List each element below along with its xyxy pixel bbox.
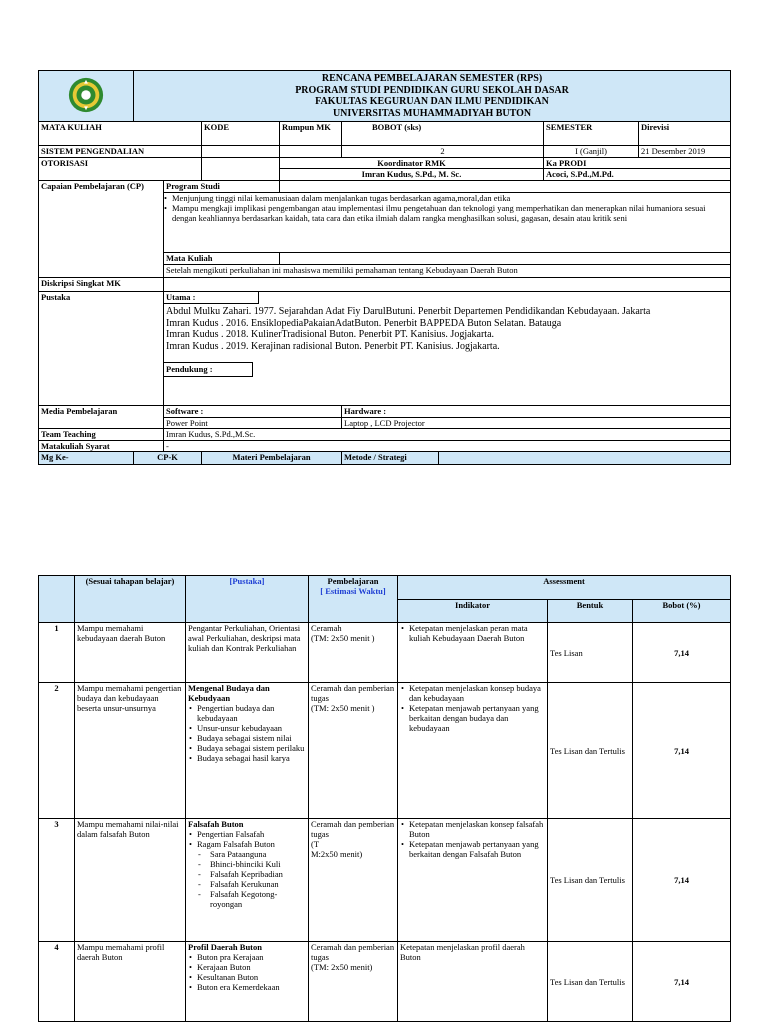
- reference-item: Imran Kudus . 2019. Kerajinan radisional Buton. Penerbit PT. Kanisius. Jogjakarta.: [166, 340, 500, 352]
- materi-subitem: - Falsafah Kerukunan: [210, 879, 306, 889]
- materi-item: • Buton pra Kerajaan: [197, 952, 306, 962]
- media-label: Media Pembelajaran: [39, 406, 164, 429]
- deskripsi-label: Diskripsi Singkat MK: [39, 278, 164, 292]
- bentuk-cell: Tes Lisan dan Tertulis: [548, 819, 633, 942]
- materi-cell: [186, 683, 309, 819]
- semester-label: SEMESTER: [544, 122, 639, 146]
- table-row: [39, 623, 731, 683]
- mata-kuliah-label: MATA KULIAH: [39, 122, 202, 146]
- metode-header: Metode / Strategi: [342, 452, 439, 465]
- cp-prodi-label: Program Studi: [164, 181, 280, 193]
- bentuk-cell: Tes Lisan: [548, 623, 633, 683]
- week-number: 1: [39, 623, 75, 683]
- metode-cell: Ceramah dan pemberian tugas (TM: 2x50 menit): [309, 942, 398, 1022]
- materi-item: • Unsur-unsur kebudayaan: [197, 723, 306, 733]
- table-row: [39, 942, 731, 1022]
- koordinator-label: Koordinator RMK: [280, 158, 544, 169]
- indikator-cell: Ketepatan menjelaskan profil daerah Buton: [398, 942, 548, 1022]
- semester-value: I (Ganjil): [544, 146, 639, 158]
- mg-ke-header: Mg Ke-: [39, 452, 134, 465]
- deskripsi-text: [164, 278, 731, 292]
- materi-item: • Budaya sebagai hasil karya: [197, 753, 306, 763]
- bentuk-cell: Tes Lisan dan Tertulis: [548, 683, 633, 819]
- pustaka-label: Pustaka: [39, 292, 164, 406]
- kaprodi-label: Ka PRODI: [544, 158, 731, 169]
- kaprodi-name: Acoci, S.Pd.,M.Pd.: [544, 169, 731, 181]
- metode-cell: Ceramah (TM: 2x50 menit ): [309, 623, 398, 683]
- syarat-label: Matakuliah Syarat: [39, 441, 164, 452]
- materi-title: Mengenal Budaya dan Kebudyaan: [188, 683, 270, 703]
- materi-subitem: - Falsafah Kepribadian: [210, 869, 306, 879]
- bobot-header: Bobot (%): [633, 600, 731, 623]
- materi-subitem: - Bhinci-bhinciki Kuli: [210, 859, 306, 869]
- bobot-cell: 7,14: [633, 683, 731, 819]
- pustaka-refs: [164, 304, 730, 352]
- materi-title: Profil Daerah Buton: [188, 942, 262, 952]
- pustaka-pendukung-label: Pendukung :: [164, 362, 253, 377]
- materi-cell: Pengantar Perkuliahan, Orientasi awal Perkuliahan, deskripsi mata kuliah dan Kontrak Perkuliahan: [186, 623, 309, 683]
- cpk-cell: Mampu memahami profil daerah Buton: [75, 942, 186, 1022]
- cpk-header: CP-K: [134, 452, 202, 465]
- cp-mk-label: Mata Kuliah: [164, 253, 280, 265]
- bobot-label: BOBOT (sks): [342, 122, 544, 146]
- team-value: Imran Kudus, S.Pd.,M.Sc.: [164, 429, 731, 441]
- bobot-cell: 7,14: [633, 819, 731, 942]
- reference-item: Abdul Mulku Zahari. 1977. Sejarahdan Adat Fiy DarulButuni. Penerbit Departemen Pendidikandan Kebudayaan. Jakarta: [166, 306, 651, 317]
- tahapan-header: (Sesuai tahapan belajar): [75, 576, 186, 623]
- materi-item: • Ragam Falsafah Buton: [197, 839, 306, 849]
- pustaka-header: [186, 576, 309, 623]
- pustaka-utama-label: Utama :: [164, 292, 259, 304]
- metode-cell: Ceramah dan pemberian tugas (T M:2x50 menit): [309, 819, 398, 942]
- indikator-item: • Ketepatan menjelaskan konsep falsafah Buton: [409, 819, 545, 839]
- logo-cell: [39, 71, 134, 122]
- bobot-cell: 7,14: [633, 623, 731, 683]
- cp-label: Capaian Pembelajaran (CP): [39, 181, 164, 278]
- university-logo-icon: [67, 76, 105, 114]
- course-name: SISTEM PENGENDALIAN: [39, 146, 202, 158]
- materi-cell: [186, 819, 309, 942]
- kode-label: KODE: [202, 122, 280, 146]
- materi-item: • Kesultanan Buton: [197, 972, 306, 982]
- cp-mk-text: Setelah mengikuti perkuliahan ini mahasiswa memiliki pemahaman tentang Kebudayaan Daerah Buton: [164, 265, 731, 278]
- indikator-item: • Ketepatan menjawab pertanyaan yang berkaitan dengan Falsafah Buton: [409, 839, 545, 859]
- week-number: 3: [39, 819, 75, 942]
- materi-item: • Pengertian budaya dan kebudayaan: [197, 703, 306, 723]
- cpk-cell: Mampu memahami pengertian budaya dan kebudayaan beserta unsur-unsurnya: [75, 683, 186, 819]
- pustaka-content: [164, 292, 731, 406]
- week-number: 4: [39, 942, 75, 1022]
- rps-header-table: [38, 70, 731, 465]
- weekly-plan-table: [38, 575, 731, 1022]
- title-line-3: FAKULTAS KEGURUAN DAN ILMU PENDIDIKAN: [315, 96, 549, 107]
- materi-item: • Kerajaan Buton: [197, 962, 306, 972]
- cpk-cell: Mampu memahami kebudayaan daerah Buton: [75, 623, 186, 683]
- bentuk-cell: Tes Lisan dan Tertulis: [548, 942, 633, 1022]
- pustaka-link[interactable]: [Pustaka]: [229, 576, 265, 586]
- pembelajaran-header: [309, 576, 398, 623]
- materi-cell: [186, 942, 309, 1022]
- materi-item: • Buton era Kemerdekaan: [197, 982, 306, 992]
- cp-prodi-content: [164, 193, 731, 253]
- indikator-cell: [398, 683, 548, 819]
- cp-prodi-item: • Menjunjung tinggi nilai kemanusiaan dalam menjalankan tugas berdasarkan agama,moral,dan etika: [172, 193, 728, 203]
- software-value: Power Point: [164, 418, 342, 429]
- cpk-cell: Mampu memahami nilai-nilai dalam falsafah Buton: [75, 819, 186, 942]
- title-line-1: RENCANA PEMBELAJARAN SEMESTER (RPS): [321, 73, 543, 84]
- hardware-label: Hardware :: [342, 406, 731, 418]
- reference-item: Imran Kudus . 2018. KulinerTradisional Buton. Penerbit PT. Kanisius. Jogjakarta.: [166, 329, 495, 340]
- indikator-item: • Ketepatan menjawab pertanyaan yang berkaitan dengan budaya dan kebudayaan: [409, 703, 545, 733]
- materi-title: Falsafah Buton: [188, 819, 244, 829]
- title-line-2: PROGRAM STUDI PENDIDIKAN GURU SEKOLAH DASAR: [295, 84, 569, 96]
- materi-subitem: - Falsafah Kegotong-royongan: [210, 889, 306, 909]
- title-line-4: UNIVERSITAS MUHAMMADIYAH BUTON: [332, 107, 532, 119]
- metode-cell: Ceramah dan pemberian tugas (TM: 2x50 menit ): [309, 683, 398, 819]
- direvisi-value: 21 Desember 2019: [639, 146, 731, 158]
- team-label: Team Teaching: [39, 429, 164, 441]
- bobot-cell: 7,14: [633, 942, 731, 1022]
- indikator-cell: [398, 819, 548, 942]
- direvisi-label: Direvisi: [639, 122, 731, 146]
- hardware-value: Laptop , LCD Projector: [342, 418, 731, 429]
- bobot-value: 2: [342, 146, 544, 158]
- indikator-item: • Ketepatan menjelaskan peran mata kuliah Kebudayaan Daerah Buton: [409, 623, 545, 643]
- cp-prodi-item: • Mampu mengkaji implikasi pengembangan atau implementasi ilmu pengetahuan dan teknologi yang memperhatikan dan menerapkan nilai humaniora sesuai dengan keahliannya berdasarkan kaidah, tata cara dan etika ilmiah dalam rangka menghasilkan solusi, gagasan, desain atau kritik seni: [172, 203, 728, 223]
- indikator-header: Indikator: [398, 600, 548, 623]
- software-label: Software :: [164, 406, 342, 418]
- rumpun-value: [280, 146, 342, 158]
- pembelajaran-label: Pembelajaran: [327, 576, 379, 586]
- table-row: [39, 683, 731, 819]
- materi-item: • Budaya sebagai sistem perilaku: [197, 743, 306, 753]
- assessment-header: Assessment: [398, 576, 731, 600]
- otorisasi-label: OTORISASI: [39, 158, 202, 181]
- indikator-item: • Ketepatan menjelaskan konsep budaya dan kebudayaan: [409, 683, 545, 703]
- rps-title: [134, 71, 731, 122]
- syarat-value: -: [164, 441, 731, 452]
- estimasi-link[interactable]: [ Estimasi Waktu]: [320, 586, 386, 596]
- koordinator-name: Imran Kudus, S.Pd., M. Sc.: [280, 169, 544, 181]
- reference-item: Imran Kudus . 2016. EnsiklopediaPakaianAdatButon. Penerbit BAPPEDA Buton Selatan. Batauga: [166, 317, 562, 329]
- materi-item: • Budaya sebagai sistem nilai: [197, 733, 306, 743]
- materi-item: • Pengertian Falsafah: [197, 829, 306, 839]
- bentuk-header: Bentuk: [548, 600, 633, 623]
- materi-header: Materi Pembelajaran: [202, 452, 342, 465]
- rumpun-label: Rumpun MK: [280, 122, 342, 146]
- week-number: 2: [39, 683, 75, 819]
- indikator-cell: [398, 623, 548, 683]
- kode-value: [202, 146, 280, 158]
- table-row: [39, 819, 731, 942]
- materi-subitem: - Sara Pataanguna: [210, 849, 306, 859]
